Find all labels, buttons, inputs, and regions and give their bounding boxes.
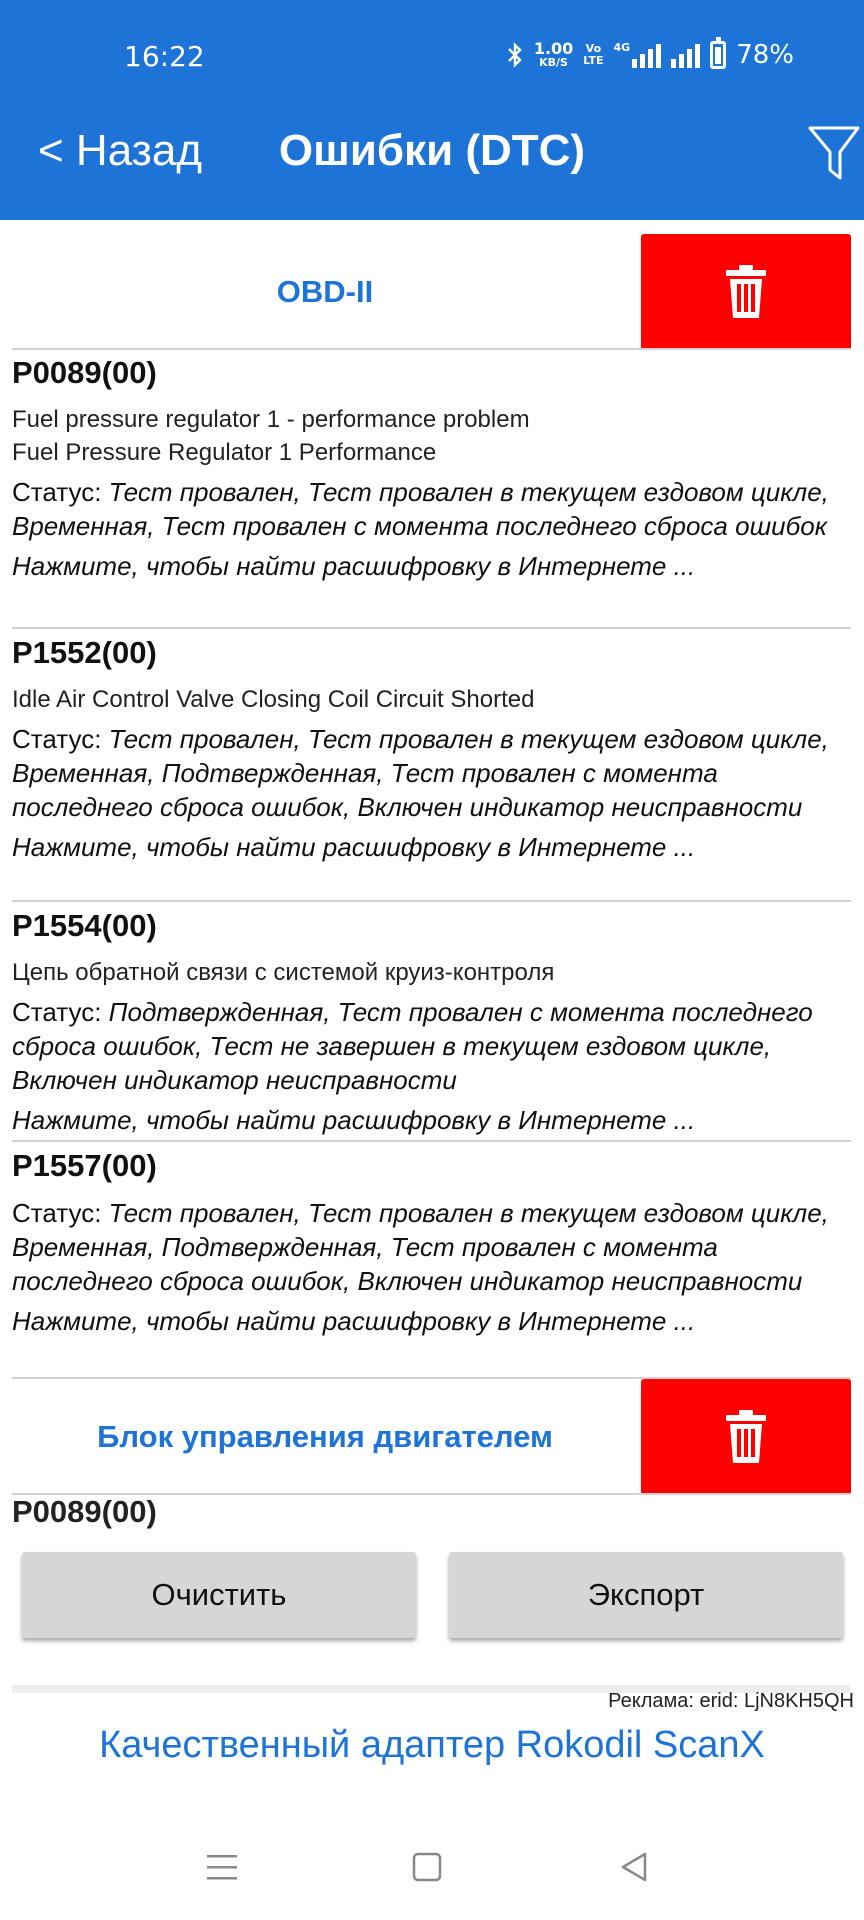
divider bbox=[12, 348, 851, 350]
menu-button[interactable] bbox=[192, 1842, 252, 1892]
back-button[interactable]: < Назад bbox=[38, 126, 202, 175]
page-title: Ошибки (DTC) bbox=[278, 126, 586, 175]
partial-dtc-code: P0089(00) bbox=[12, 1494, 157, 1529]
menu-icon bbox=[205, 1852, 239, 1882]
dtc-code: P1554(00) bbox=[12, 908, 157, 943]
dtc-status: Статус: Тест провален, Тест провален в текущем ездовом цикле, Временная, Подтвержденная, Тест провален с момента последнего сброса ошибок, Включен индикатор неисправности bbox=[12, 724, 829, 822]
bluetooth-icon bbox=[506, 42, 524, 68]
divider bbox=[12, 1140, 851, 1142]
dtc-code: P1552(00) bbox=[12, 635, 157, 670]
dtc-status: Статус: Тест провален, Тест провален в текущем ездовом цикле, Временная, Подтвержденная, Тест провален с момента последнего сброса ошибок, Включен индикатор неисправности bbox=[12, 1198, 829, 1296]
signal-strength-icon bbox=[632, 42, 661, 68]
dtc-status: Статус: Подтвержденная, Тест провален с момента последнего сброса ошибок, Тест не завершен в текущем ездовом цикле, Включен индикатор неисправности bbox=[12, 997, 813, 1095]
dtc-code: P1557(00) bbox=[12, 1148, 157, 1183]
system-nav-bar bbox=[0, 1830, 864, 1920]
trash-icon bbox=[724, 263, 768, 321]
nav-back-button[interactable] bbox=[604, 1842, 664, 1892]
dtc-description: Fuel pressure regulator 1 - performance problem bbox=[12, 406, 530, 433]
battery-icon bbox=[710, 41, 726, 69]
section-title[interactable]: Блок управления двигателем bbox=[97, 1419, 553, 1454]
ad-label: Реклама: erid: LjN8KH5QH bbox=[608, 1690, 854, 1712]
app-header bbox=[0, 0, 864, 220]
status-time: 16:22 bbox=[124, 40, 205, 73]
delete-button[interactable] bbox=[641, 1379, 851, 1495]
dtc-item-p1557[interactable] bbox=[12, 1146, 851, 1338]
dtc-search-link[interactable]: Нажмите, чтобы найти расшифровку в Интернете ... bbox=[12, 551, 696, 581]
volte-indicator: Vo LTE bbox=[583, 42, 604, 67]
dtc-description: Цепь обратной связи с системой круиз-контроля bbox=[12, 959, 555, 986]
battery-level: 78% bbox=[736, 40, 794, 70]
delete-button[interactable] bbox=[641, 234, 851, 350]
signal-strength-icon-2 bbox=[671, 42, 700, 68]
data-speed: 1.00 KB/S bbox=[533, 39, 574, 69]
clear-button[interactable]: Очистить bbox=[22, 1552, 416, 1638]
status-icons bbox=[506, 40, 794, 70]
trash-icon bbox=[724, 1408, 768, 1466]
divider bbox=[12, 627, 851, 629]
dtc-description: Fuel Pressure Regulator 1 Performance bbox=[12, 439, 437, 466]
dtc-item-p1552[interactable] bbox=[12, 633, 851, 864]
signal-4g: 4G bbox=[614, 42, 662, 68]
ad-banner-link[interactable]: Качественный адаптер Rokodil ScanX bbox=[99, 1724, 765, 1766]
dtc-status: Статус: Тест провален, Тест провален в текущем ездовом цикле, Временная, Тест провален с момента последнего сброса ошибок bbox=[12, 477, 829, 541]
export-button[interactable]: Экспорт bbox=[449, 1552, 843, 1638]
dtc-item-p1554[interactable] bbox=[12, 906, 851, 1137]
home-button[interactable] bbox=[397, 1842, 457, 1892]
dtc-description: Idle Air Control Valve Closing Coil Circuit Shorted bbox=[12, 686, 535, 713]
back-icon bbox=[618, 1851, 650, 1883]
section-header-ecu bbox=[0, 1379, 864, 1495]
divider bbox=[12, 900, 851, 902]
home-icon bbox=[411, 1851, 443, 1883]
filter-button[interactable] bbox=[804, 122, 864, 184]
dtc-code: P0089(00) bbox=[12, 355, 157, 390]
filter-icon bbox=[804, 122, 864, 184]
dtc-search-link[interactable]: Нажмите, чтобы найти расшифровку в Интернете ... bbox=[12, 832, 696, 862]
dtc-search-link[interactable]: Нажмите, чтобы найти расшифровку в Интернете ... bbox=[12, 1306, 696, 1336]
section-header-obd2 bbox=[0, 234, 864, 350]
dtc-item-p0089[interactable] bbox=[12, 353, 851, 583]
dtc-search-link[interactable]: Нажмите, чтобы найти расшифровку в Интернете ... bbox=[12, 1105, 696, 1135]
section-title[interactable]: OBD-II bbox=[276, 274, 374, 309]
